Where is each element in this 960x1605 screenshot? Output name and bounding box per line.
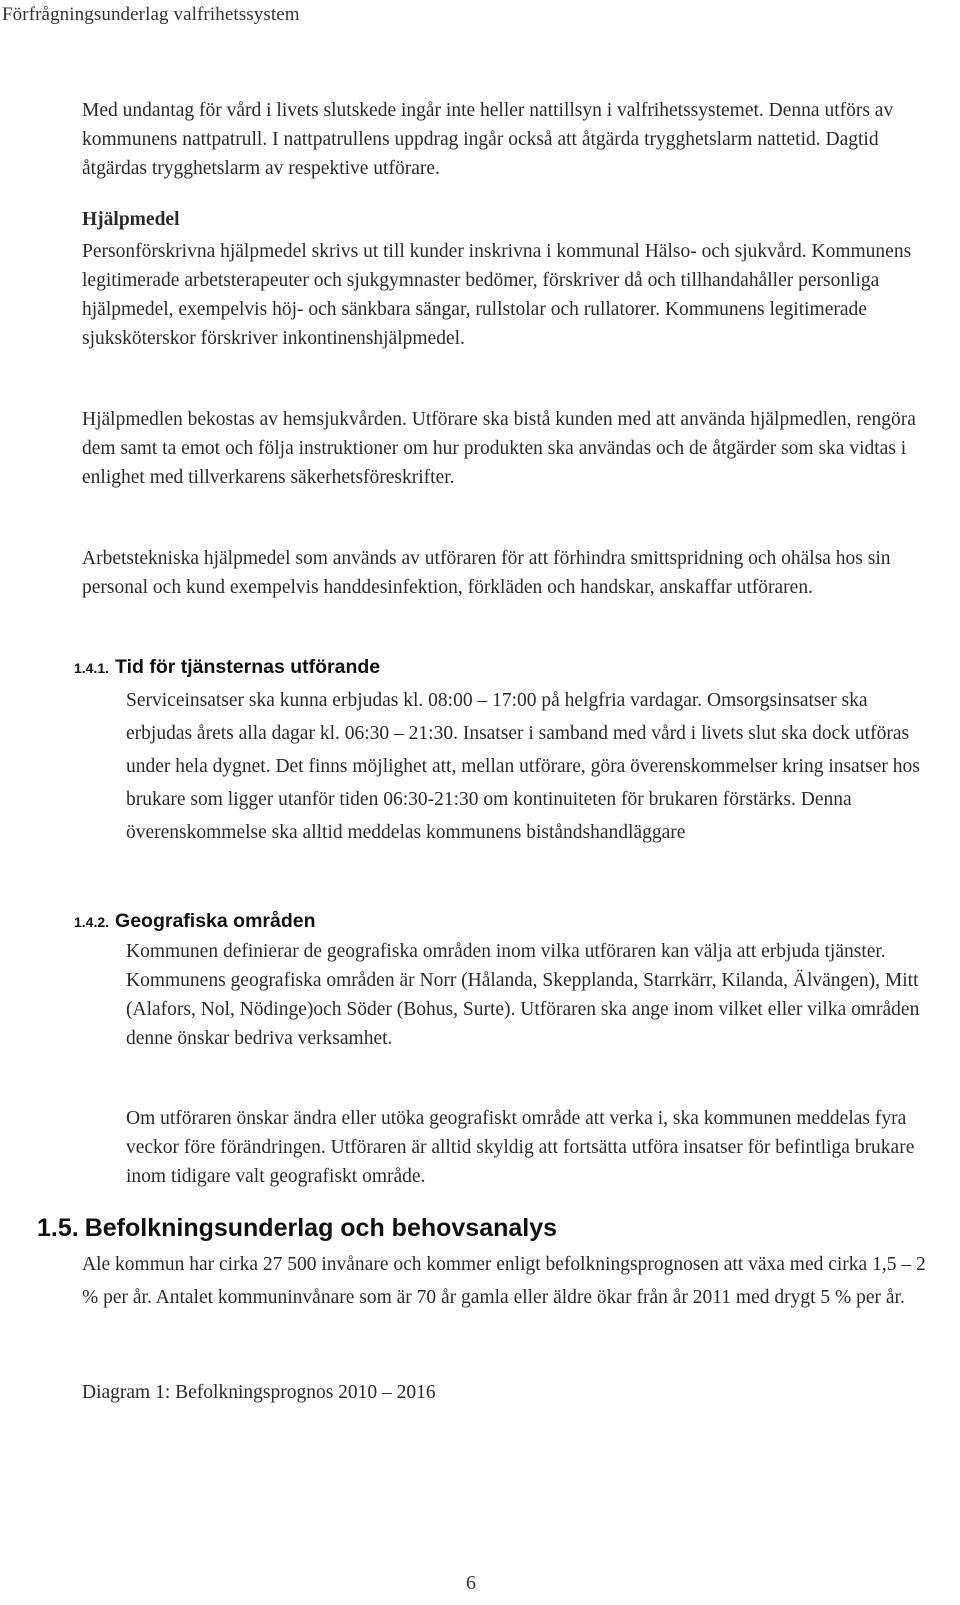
paragraph-tid: Serviceinsatser ska kunna erbjudas kl. 08:00 – 17:00 på helgfria vardagar. Omsorgsinsatser ska erbjudas årets alla dagar kl. 06:30 – 21:30. Insatser i samband med vård i livets slut ska dock utföras under hela dygnet. Det finns möjlighet att, mellan utförare, göra överenskommelser kring insatser hos brukare som ligger utanför tiden 06:30-21:30 om kontinuiteten för brukaren förstärks. Denna överenskommelse ska alltid meddelas kommunens biståndshandläggare xyxy=(126,690,920,843)
page-number: 6 xyxy=(466,1572,476,1594)
paragraph-befolkning: Ale kommun har cirka 27 500 invånare och kommer enligt befolkningsprognosen att växa med cirka 1,5 – 2 % per år. Antalet kommuninvånare som är 70 år gamla eller äldre ökar från år 2011 med drygt 5 % per år. xyxy=(82,1254,926,1308)
section-heading-142 xyxy=(74,910,316,933)
paragraph-bekostnad: Hjälpmedlen bekostas av hemsjukvården. Utförare ska bistå kunden med att använda hjälpmedlen, rengöra dem samt ta emot och följa instruktioner om hur produkten ska användas och de åtgärder som ska vidtas i enlighet med tillverkarens säkerhetsföreskrifter. xyxy=(82,409,916,488)
paragraph-geografi-2: Om utföraren önskar ändra eller utöka geografiskt område att verka i, ska kommunen meddelas fyra veckor före förändringen. Utföraren är alltid skyldig att fortsätta utföra insatser för befintliga brukare inom tidigare valt geografiskt område. xyxy=(126,1108,915,1187)
paragraph-nattillsyn: Med undantag för vård i livets slutskede ingår inte heller nattillsyn i valfrihetssystemet. Denna utförs av kommunens nattpatrull. I nattpatrullens uppdrag ingår också att åtgärda trygghetslarm nattetid. Dagtid åtgärdas trygghetslarm av respektive utförare. xyxy=(82,100,894,179)
paragraph-geografi-1: Kommunen definierar de geografiska områden inom vilka utföraren kan välja att erbjuda tjänster. Kommunens geografiska områden är Norr (Hålanda, Skepplanda, Starrkärr, Kilanda, Älvängen), Mitt (Alafors, Nol, Nödinge)och Söder (Bohus, Surte). Utföraren ska ange inom vilket eller vilka områden denne önskar bedriva verksamhet. xyxy=(126,941,920,1049)
section-heading-141 xyxy=(74,656,380,679)
diagram-caption: Diagram 1: Befolkningsprognos 2010 – 2016 xyxy=(82,1382,436,1403)
paragraph-arbetstekniska: Arbetstekniska hjälpmedel som används av utföraren för att förhindra smittspridning och ohälsa hos sin personal och kund exempelvis handdesinfektion, förkläden och handskar, anskaffar utföraren. xyxy=(82,548,891,598)
paragraph-hjalpmedel: Personförskrivna hjälpmedel skrivs ut till kunder inskrivna i kommunal Hälso- och sjukvård. Kommunens legitimerade arbetsterapeuter och sjukgymnaster bedömer, förskriver då och tillhandahåller personliga hjälpmedel, exempelvis höj- och sänkbara sängar, rullstolar och rullatorer. Kommunens legitimerade sjuksköterskor förskriver inkontinenshjälpmedel. xyxy=(82,241,912,349)
document-header: Förfrågningsunderlag valfrihetssystem xyxy=(2,4,300,25)
section-number: 1.5. xyxy=(37,1214,79,1242)
section-heading-15 xyxy=(37,1214,557,1243)
section-title: Tid för tjänsternas utförande xyxy=(115,656,381,678)
section-number: 1.4.1. xyxy=(74,660,110,676)
section-number: 1.4.2. xyxy=(74,914,110,930)
section-title: Geografiska områden xyxy=(115,910,316,932)
heading-hjalpmedel: Hjälpmedel xyxy=(82,209,180,230)
section-title: Befolkningsunderlag och behovsanalys xyxy=(84,1214,558,1242)
